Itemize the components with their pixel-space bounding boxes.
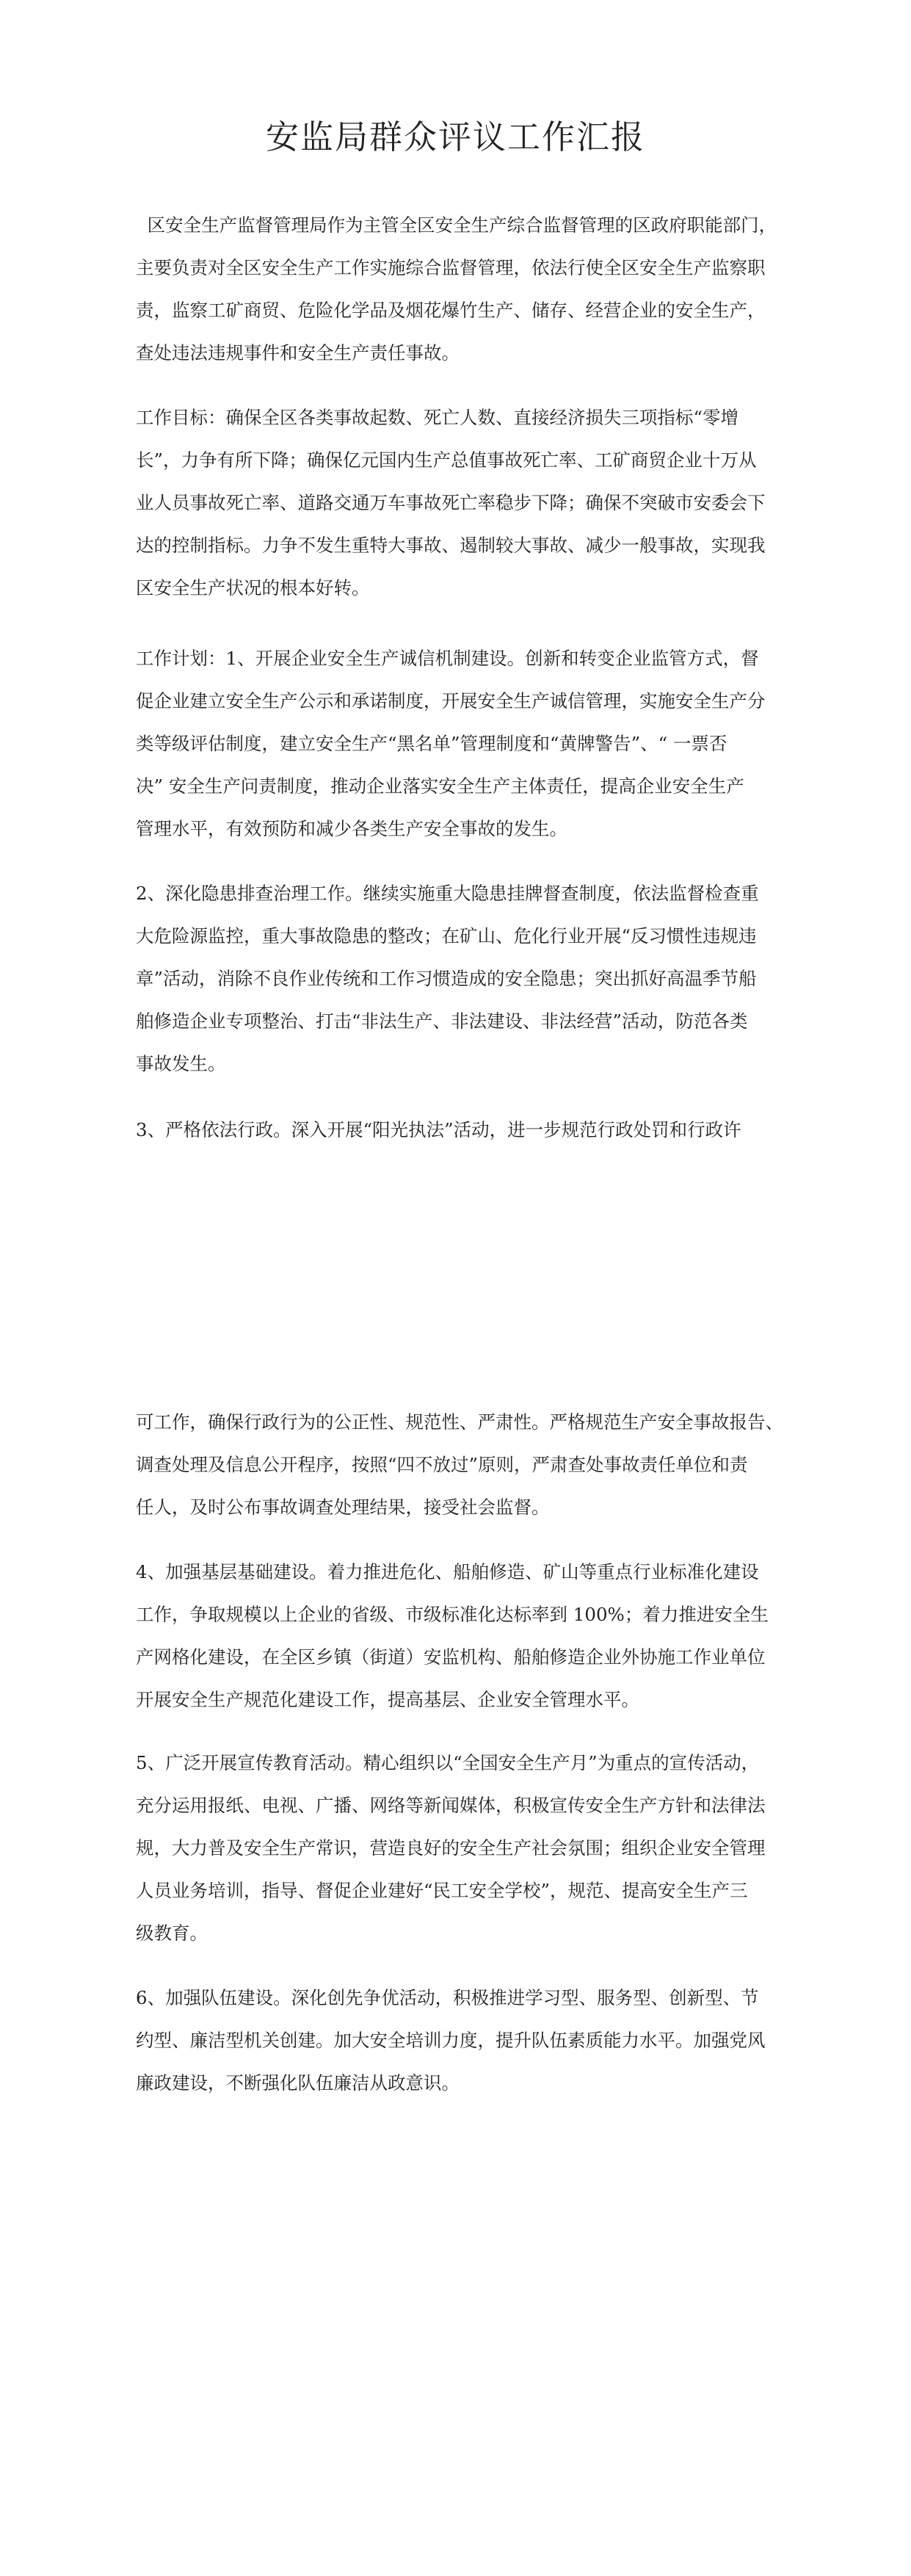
text-line: 4、加强基层基础建设。着力推进危化、船舶修造、矿山等重点行业标准化建设 (136, 1561, 759, 1582)
text-line: 工作，争取规模以上企业的省级、市级标准化达标率到 100%；着力推进安全生 (136, 1604, 769, 1625)
text-line: 开展安全生产规范化建设工作，提高基层、企业安全管理水平。 (136, 1689, 639, 1710)
text-line: 责，监察工矿商贸、危险化学品及烟花爆竹生产、储存、经营企业的安全生产， (136, 300, 766, 321)
paragraph-intro (136, 204, 780, 375)
paragraph-plan-6 (136, 1977, 780, 2105)
text-line: 2、深化隐患排查治理工作。继续实施重大隐患挂牌督查制度，依法监督检查重 (136, 883, 759, 904)
text-line: 长”，力争有所下降；确保亿元国内生产总值事故死亡率、工矿商贸企业十万从 (136, 449, 757, 471)
document-title: 安监局群众评议工作汇报 (265, 117, 645, 156)
text-line: 类等级评估制度，建立安全生产“黑名单”管理制度和“黄牌警告”、“ 一票否 (136, 733, 727, 754)
text-line: 约型、廉洁型机关创建。加大安全培训力度，提升队伍素质能力水平。加强党风 (136, 2030, 766, 2051)
text-line: 6、加强队伍建设。深化创先争优活动，积极推进学习型、服务型、创新型、节 (136, 1987, 759, 2008)
text-line: 充分运用报纸、电视、广播、网络等新闻媒体，积极宣传安全生产方针和法律法 (136, 1795, 766, 1816)
text-line: 业人员事故死亡率、道路交通万车事故死亡率稳步下降；确保不突破市安委会下 (136, 492, 766, 513)
text-line: 调查处理及信息公开程序，按照“四不放过”原则，严肃查处事故责任单位和责 (136, 1454, 748, 1475)
text-line: 区安全生产状况的根本好转。 (136, 577, 370, 598)
text-line: 人员业务培训，指导、督促企业建好“民工安全学校”，规范、提高安全生产三 (136, 1880, 748, 1901)
paragraph-plan-4 (136, 1551, 780, 1721)
text-line: 事故发生。 (136, 1053, 226, 1074)
text-line: 产网格化建设，在全区乡镇（街道）安监机构、船舶修造企业外协施工作业单位 (136, 1646, 766, 1668)
text-line: 查处违法违规事件和安全生产责任事故。 (136, 342, 460, 363)
paragraph-plan-1 (136, 637, 780, 850)
paragraph-plan-3-continued (136, 1401, 783, 1529)
text-line: 任人，及时公布事故调查处理结果，接受社会监督。 (136, 1497, 550, 1518)
text-line: 主要负责对全区安全生产工作实施综合监督管理，依法行使全区安全生产监察职 (136, 257, 766, 278)
text-line: 促企业建立安全生产公示和承诺制度，开展安全生产诚信管理，实施安全生产分 (136, 690, 766, 712)
text-line: 大危险源监控，重大事故隐患的整改；在矿山、危化行业开展“反习惯性违规违 (136, 925, 757, 947)
text-line: 5、广泛开展宣传教育活动。精心组织以“全国安全生产月”为重点的宣传活动， (136, 1752, 760, 1773)
text-line: 廉政建设，不断强化队伍廉洁从政意识。 (136, 2072, 460, 2094)
text-line: 工作目标：确保全区各类事故起数、死亡人数、直接经济损失三项指标“零增 (136, 407, 739, 428)
paragraph-work-goal (136, 397, 780, 609)
paragraph-plan-2 (136, 872, 780, 1085)
text-line: 规，大力普及安全生产常识，营造良好的安全生产社会氛围；组织企业安全管理 (136, 1837, 766, 1859)
text-line: 舶修造企业专项整治、打击“非法生产、非法建设、非法经营”活动，防范各类 (136, 1010, 748, 1032)
text-line: 章”活动，消除不良作业传统和工作习惯造成的安全隐患；突出抓好高温季节船 (136, 968, 757, 989)
text-line: 区安全生产监督管理局作为主管全区安全生产综合监督管理的区政府职能部门， (136, 214, 777, 236)
text-line: 达的控制指标。力争不发生重特大事故、遏制较大事故、减少一般事故，实现我 (136, 535, 766, 556)
paragraph-plan-5 (136, 1742, 780, 1955)
text-line: 级教育。 (136, 1922, 208, 1944)
text-line: 可工作，确保行政行为的公正性、规范性、严肃性。严格规范生产安全事故报告、 (136, 1411, 783, 1433)
paragraph-plan-3-start (136, 1109, 780, 1151)
text-line: 管理水平，有效预防和减少各类生产安全事故的发生。 (136, 818, 567, 839)
text-line: 工作计划：1、开展企业安全生产诚信机制建设。创新和转变企业监管方式，督 (136, 648, 759, 669)
text-line: 决” 安全生产问责制度，推动企业落实安全生产主体责任，提高企业安全生产 (136, 775, 744, 797)
text-line: 3、严格依法行政。深入开展“阳光执法”活动，进一步规范行政处罚和行政许 (136, 1119, 741, 1140)
